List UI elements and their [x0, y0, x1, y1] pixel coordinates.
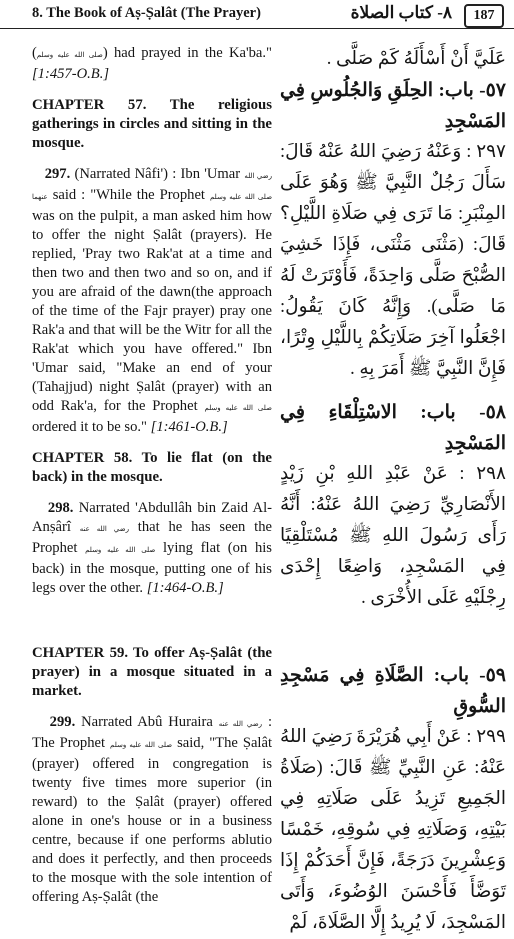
honorific: صلى الله عليه وسلم [204, 404, 272, 412]
book-title-arabic: ٨- كتاب الصلاة [350, 3, 452, 22]
honorific: رضي الله عنه [79, 525, 129, 533]
arabic-chapter-58-heading: ٥٨- باب: الاسْتِلْقَاءِ فِي المَسْجِدِ [280, 402, 506, 454]
intro-paragraph: (صلى الله عليه وسلم) had prayed in the Ka'ba." [1:457-O.B.] [32, 45, 272, 82]
reference: [1:461-O.B.] [150, 419, 228, 435]
hadith-299-arabic: ٢٩٩ : عَنْ أَبِي هُرَيْرَةَ رَضِيَ اللهُ عَنْهُ: عَنِ النَّبِيِّ ﷺ قَالَ: (صَلَاةُ الجَمِيعِ تَزِيدُ عَلَى صَلَاتِهِ فِي بَيْتِهِ، وَصَلَاتِهِ فِي سُوقِهِ، خَمْسًا وَعِشْرِينَ دَرَجَةً، فَإِنَّ أَحَدَكُمْ إِذَا تَوَضَّأَ فَأَحْسَنَ الوُضُوءَ، وَأَتَى المَسْجِدَ، لَا يُرِيدُ إِلَّا الصَّلَاةَ، لَمْ [280, 727, 506, 933]
arabic-chapter-57-heading: ٥٧- باب: الحِلَقِ وَالجُلُوسِ فِي المَسْجِدِ [280, 80, 506, 132]
page-header [0, 0, 514, 29]
page-number: 187 [464, 4, 504, 28]
hadith-297-arabic: ٢٩٧ : وَعَنْهُ رَضِيَ اللهُ عَنْهُ قَالَ: سَأَلَ رَجُلٌ النَّبِيَّ ﷺ وَهُوَ عَلَى المِنْبَرِ: مَا تَرَى فِي صَلَاةِ اللَّيْلِ؟ قَالَ: (مَثْنَى مَثْنَى، فَإِذَا خَشِيَ الصُّبْحَ صَلَّى وَاحِدَةً، فَأَوْتَرَتْ لَهُ مَا صَلَّى). وَإِنَّهُ كَانَ يَقُولُ: اجْعَلُوا آخِرَ صَلَاتِكُمْ بِاللَّيْلِ وِتْرًا، فَإِنَّ النَّبِيَّ ﷺ أَمَرَ بِهِ . [280, 142, 506, 379]
honorific: صلى الله عليه وسلم [110, 741, 173, 749]
chapter-58-heading: CHAPTER 58. To lie flat (on the back) in the mosque. [32, 450, 272, 485]
intro-text: ) had prayed in the Ka'ba." [102, 45, 272, 61]
hadith-number: 299. [49, 714, 76, 730]
reference: [1:464-O.B.] [146, 580, 224, 596]
arabic-column [280, 44, 506, 939]
honorific: صلى الله عليه وسلم [85, 546, 156, 554]
hadith-number: 298. [47, 500, 74, 516]
hadith-299-english: 299. Narrated Abû Huraira رضي الله عنه : The Prophet صلى الله عليه وسلم said, "The Ṣalât (prayer) offered in congregation is twenty five times more superior (in reward) to the Ṣalât (prayer) offered alone in one's house or in a business centre, because if one performs ablutio and does it perfectly, and then proceeds to the mosque with the sole intention of offering Aṣ-Ṣalât (the [32, 714, 273, 905]
honorific: صلى الله عليه وسلم [209, 193, 273, 201]
honorific: رضي الله عنه [218, 720, 263, 728]
honorific: رضي الله عنهما [32, 172, 272, 201]
hadith-298-arabic: ٢٩٨ : عَنْ عَبْدِ اللهِ بْنِ زَيْدٍ الأَنْصَارِيِّ رَضِيَ اللهُ عَنْهُ: أَنَّهُ رَأَى رَسُولَ اللهِ ﷺ مُسْتَلْقِيًا فِي المَسْجِدِ، وَاضِعًا إِحْدَى رِجْلَيْهِ عَلَى الأُخْرَى . [280, 464, 506, 608]
english-column [32, 44, 272, 907]
honorific: صلى الله عليه وسلم [36, 51, 103, 59]
chapter-59-heading: CHAPTER 59. To offer Aṣ-Ṣalât (the prayer) in a mosque situated in a market. [32, 645, 272, 699]
hadith-298-english: 298. Narrated 'Abdullâh bin Zaid Al-Anṣârî رضي الله عنه that he has seen the Prophet صلى الله عليه وسلم lying flat (on his back) in the mosque, putting one of his legs over the other. [1:464-O.B.] [32, 500, 272, 596]
book-title-english: 8. The Book of Aṣ-Ṣalât (The Prayer) [32, 5, 261, 21]
arabic-chapter-59-heading: ٥٩- باب: الصَّلَاةِ فِي مَسْجِدِ السُّوقِ [280, 665, 506, 717]
arabic-intro: عَلَيَّ أَنْ أَسْأَلَهُ كَمْ صَلَّى . [326, 49, 506, 69]
chapter-57-heading: CHAPTER 57. The religious gatherings in circles and sitting in the mosque. [32, 97, 272, 151]
reference: [1:457-O.B.] [32, 66, 110, 82]
hadith-297-english: 297. (Narrated Nâfi') : Ibn 'Umar رضي الله عنهما said : "While the Prophet صلى الله عليه وسلم was on the pulpit, a man asked him how to offer the night Ṣalât (prayers). He replied, 'Pray two Rak'at at a time and then two and then two and so on, and if you are afraid of the dawn(the approach of the time of the Fajr prayer) pray one Rak'a and that will be the Witr for all the Rak'at which you have offered." Ibn 'Umar said, "Make an end of your (Tahajjud) night Ṣalât (prayer) with an odd Rak'a, for the Prophet صلى الله عليه وسلم ordered it to be so." [1:461-O.B.] [32, 166, 273, 435]
hadith-number: 297. [44, 166, 71, 182]
